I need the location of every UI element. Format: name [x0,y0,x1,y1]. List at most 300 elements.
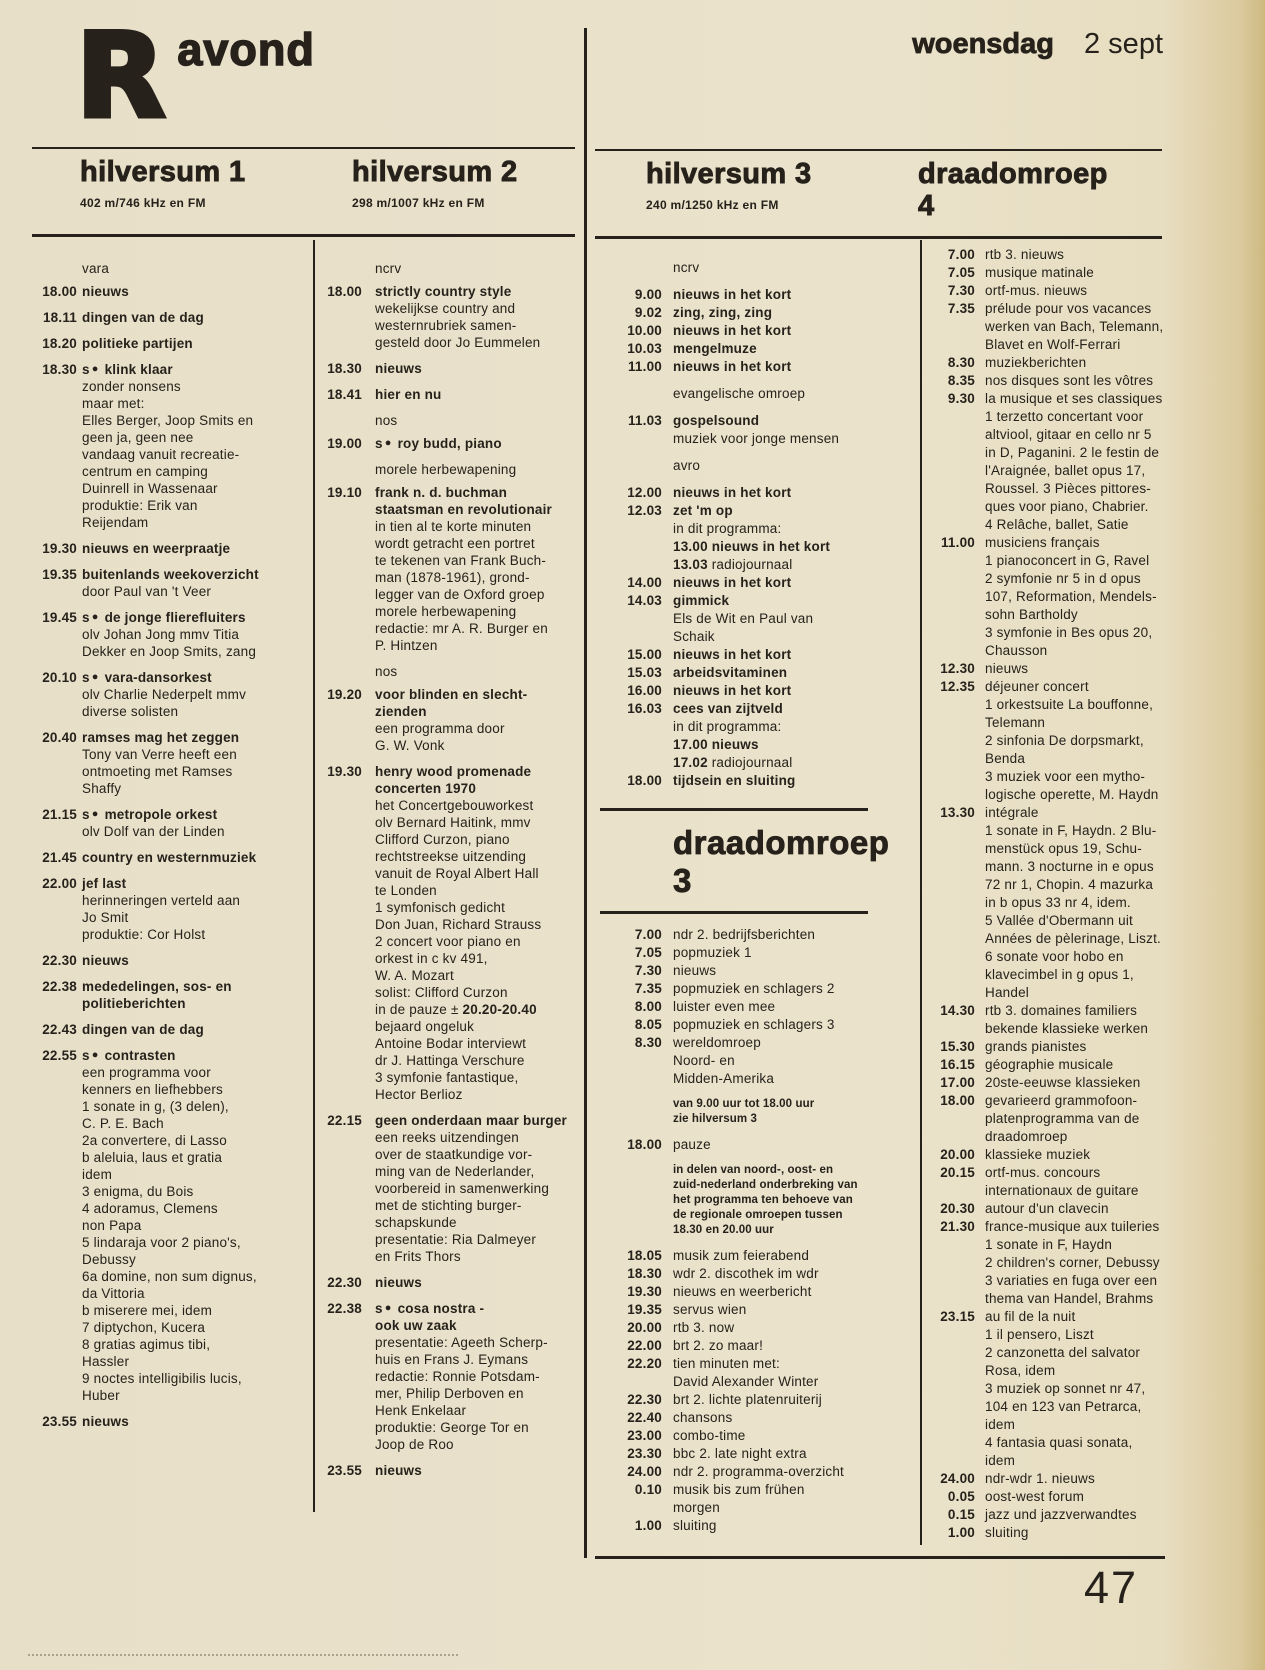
program-time: 20.15 [940,1165,975,1180]
program-body [673,700,868,772]
program-body [673,1427,868,1445]
program-title-line: nieuws in het kort [673,323,792,338]
program-entry [600,1016,868,1034]
program-title-line: rtb 3. domaines familiers [985,1003,1138,1018]
program-title-line: s ● contrasten [82,1048,176,1063]
program-entry [928,1074,1180,1092]
stereo-indicator-icon: s ● [375,1301,392,1316]
program-description-line: 9 noctes intelligibilis lucis, [82,1371,242,1386]
program-description-line: Benda [985,751,1026,766]
program-body [673,998,868,1016]
program-entry [600,304,868,322]
program-time: 9.02 [634,305,662,320]
program-description-line: idem [985,1453,1016,1468]
program-time: 22.38 [327,1301,362,1316]
program-title-line: hier en nu [375,387,442,402]
program-title-line: brt 2. lichte platenruiterij [673,1392,822,1407]
program-description-line: Shaffy [82,781,122,796]
program-title-line: brt 2. zo maar! [673,1338,764,1353]
program-description-line: met de stichting burger- [375,1198,522,1213]
program-body [673,980,868,998]
program-description-line: redactie: Ronnie Potsdam- [375,1369,540,1384]
page-number: 47 [1084,1562,1139,1613]
program-title-line: zing, zing, zing [673,305,773,320]
program-time: 8.30 [634,1035,662,1050]
program-description-line: 2 sinfonia De dorpsmarkt, [985,733,1144,748]
program-description-line: 2 children's corner, Debussy [985,1255,1160,1270]
program-entry [35,875,305,943]
program-body [673,304,868,322]
program-description-line: rechtstreekse uitzending [375,849,527,864]
program-description-line: diverse solisten [82,704,179,719]
program-body [375,1274,578,1291]
program-note [673,1163,868,1238]
program-description-line: ontmoeting met Ramses [82,764,233,779]
program-time: 18.05 [627,1248,662,1263]
network-label: nos [375,664,398,679]
stereo-indicator-icon: s ● [82,362,99,377]
program-description-line: vandaag vanuit recreatie- [82,447,240,462]
program-body [985,354,1180,372]
program-time: 7.35 [947,301,975,316]
program-description-line: en Frits Thors [375,1249,461,1264]
program-description-line: Huber [82,1388,120,1403]
program-description-line: Antoine Bodar interviewt [375,1036,527,1051]
program-entry [35,309,305,326]
section-title: avond [177,24,315,75]
program-body [985,1056,1180,1074]
stereo-indicator-icon: s ● [82,1048,99,1063]
program-entry [928,660,1180,678]
station-frequency: 298 m/1007 kHz en FM [352,196,485,210]
program-description-line: redactie: mr A. R. Burger en [375,621,548,636]
program-time: 18.00 [627,773,662,788]
program-body [673,412,868,448]
program-time: 18.20 [42,336,77,351]
program-time: 18.00 [42,284,77,299]
program-entry [928,390,1180,534]
program-time: 19.30 [327,764,362,779]
program-time: 22.00 [42,876,77,891]
program-title-line: musik zum feierabend [673,1248,810,1263]
program-body [673,1265,868,1283]
program-entry [600,1136,868,1154]
program-time: 19.35 [42,567,77,582]
program-description-line: een reeks uitzendingen [375,1130,520,1145]
program-entry [600,412,868,448]
stereo-dot-icon: ● [91,808,99,820]
program-entry [35,1413,305,1430]
program-description-line: centrum en camping [82,464,208,479]
program-title-line: s ● roy budd, piano [375,436,502,451]
station-header-hilversum-3 [646,158,812,212]
program-time: 15.00 [627,647,662,662]
program-time: 11.00 [940,535,975,550]
program-time: 14.00 [627,575,662,590]
station-title-number: 4 [918,190,935,222]
program-time: 18.00 [627,1137,662,1152]
program-body [673,1016,868,1034]
program-body [673,944,868,962]
program-body [985,534,1180,660]
program-entry [928,354,1180,372]
program-description-line: idem [82,1167,113,1182]
program-description-line: Henk Enkelaar [375,1403,467,1418]
program-description-line: herinneringen verteld aan [82,893,241,908]
program-description-line: over de staatkundige vor- [375,1147,533,1162]
program-description-line: internationaux de guitare [985,1183,1139,1198]
station-title: hilversum 3 [646,158,812,190]
program-entry [318,1462,578,1479]
program-title-line: nieuws in het kort [673,359,792,374]
program-time: 7.30 [947,283,975,298]
program-description-line: altviool, gitaar en cello nr 5 [985,427,1152,442]
program-time: 19.30 [627,1284,662,1299]
program-description-line: menstück opus 19, Schu- [985,841,1142,856]
program-title-line: nieuws in het kort [673,647,792,662]
program-body [673,340,868,358]
program-time: 23.00 [627,1428,662,1443]
program-description-line: Tony van Verre heeft een [82,747,237,762]
weekday-label: woensdag [912,28,1054,60]
program-entry [928,246,1180,264]
program-time: 7.05 [947,265,975,280]
program-entry [600,1409,868,1427]
program-description-line: b miserere mei, idem [82,1303,213,1318]
program-time: 23.30 [627,1446,662,1461]
program-description-line: W. A. Mozart [375,968,454,983]
program-time: 23.55 [327,1463,362,1478]
program-title-line: grands pianistes [985,1039,1087,1054]
program-title-line: pauze [673,1137,711,1152]
program-body [985,678,1180,804]
program-body [985,1092,1180,1146]
program-body [82,1413,305,1430]
program-time: 16.00 [627,683,662,698]
program-entry [600,646,868,664]
program-time: 0.15 [947,1507,975,1522]
program-entry [318,435,578,452]
program-description-line: een programma voor [82,1065,211,1080]
program-description-line: wekelijkse country and [375,301,516,316]
program-entry [600,700,868,772]
program-body [673,1301,868,1319]
program-entry [35,361,305,531]
program-title-line: muziekberichten [985,355,1087,370]
program-body [673,286,868,304]
program-entry [928,1524,1180,1542]
program-description-line: in dit programma: [673,521,782,536]
program-title-line: buitenlands weekoverzicht [82,567,259,582]
program-description-line: produktie: George Tor en [375,1420,529,1435]
program-time: 8.00 [634,999,662,1014]
program-description-line: westernrubriek samen- [375,318,517,333]
station-header-hilversum-2 [352,156,518,210]
program-note-line: in delen van noord-, oost- en [673,1164,834,1176]
program-entry [600,664,868,682]
program-body [82,1021,305,1038]
program-description-line: 1 pianoconcert in G, Ravel [985,553,1150,568]
program-description-line: 107, Reformation, Mendels- [985,589,1157,604]
program-entry [35,1021,305,1038]
program-description-line: 72 nr 1, Chopin. 4 mazurka [985,877,1154,892]
program-body [375,763,578,1103]
program-entry [35,849,305,866]
program-description-line: 1 symfonisch gedicht [375,900,506,915]
program-description-line: Années de pèlerinage, Liszt. [985,931,1161,946]
program-body [82,309,305,326]
program-description-line: dr J. Hattinga Verschure [375,1053,525,1068]
program-entry [35,609,305,660]
program-description-line: een programma door [375,721,505,736]
program-time: 19.00 [327,436,362,451]
program-title-line: ndr 2. programma-overzicht [673,1464,845,1479]
program-description-line: huis en Frans J. Eymans [375,1352,529,1367]
program-description-line: 5 lindaraja voor 2 piano's, [82,1235,241,1250]
program-entry [35,952,305,969]
program-time: 22.40 [627,1410,662,1425]
program-description-line: 5 Vallée d'Obermann uit [985,913,1134,928]
program-description-line: l'Araignée, ballet opus 17, [985,463,1146,478]
program-time: 21.30 [940,1219,975,1234]
program-body [673,962,868,980]
program-title-line: autour d'un clavecin [985,1201,1109,1216]
program-body [985,300,1180,354]
program-body [82,849,305,866]
program-body [673,358,868,376]
stereo-indicator-icon: s ● [82,670,99,685]
program-entry [600,682,868,700]
program-body [82,361,305,531]
program-description-line: Midden-Amerika [673,1071,775,1086]
program-time: 12.35 [940,679,975,694]
program-note-line: van 9.00 uur tot 18.00 uur [673,1098,815,1110]
program-description-line: 3 symfonie fantastique, [375,1070,519,1085]
program-description-line: b aleluia, laus et gratia [82,1150,223,1165]
stereo-dot-icon: ● [91,671,99,683]
program-description-line: olv Bernard Haitink, mmv [375,815,531,830]
program-time: 20.10 [42,670,77,685]
program-entry [318,283,578,351]
program-note-line: zuid-nederland onderbreking van [673,1179,858,1191]
program-description-line: legger van de Oxford groep [375,587,545,602]
program-entry [928,1308,1180,1470]
program-title-line: dingen van de dag [82,310,204,325]
program-description-line: in dit programma: [673,719,782,734]
program-description-line: draadomroep [985,1129,1068,1144]
program-description-line: 2 concert voor piano en [375,934,521,949]
network-label: ncrv [375,261,402,276]
program-entry [600,574,868,592]
program-note-line: 18.30 en 20.00 uur [673,1224,774,1236]
program-time: 11.03 [627,413,662,428]
program-description-line: Elles Berger, Joop Smits en [82,413,254,428]
program-entry [600,1034,868,1088]
program-entry [318,360,578,377]
program-note-line: het programma ten behoeve van [673,1194,853,1206]
program-entry [928,372,1180,390]
program-time: 22.38 [42,979,77,994]
program-description-line: olv Johan Jong mmv Titia [82,627,240,642]
program-description-line: in b opus 33 nr 4, idem. [985,895,1131,910]
program-time: 18.00 [327,284,362,299]
program-description-line: Joop de Roo [375,1437,454,1452]
station-frequency: 402 m/746 kHz en FM [80,196,206,210]
program-entry [928,1002,1180,1038]
program-body [673,1445,868,1463]
program-title-line: nieuws [82,953,129,968]
program-time: 22.00 [627,1338,662,1353]
program-body [82,952,305,969]
program-description-line: Hector Berlioz [375,1087,463,1102]
program-entry [318,763,578,1103]
program-entry [928,300,1180,354]
stereo-dot-icon: ● [91,611,99,623]
program-description-line: 1 sonate in F, Haydn [985,1237,1113,1252]
program-title-line: luister even mee [673,999,776,1014]
program-title-line: s ● vara-dansorkest [82,670,212,685]
program-body [82,283,305,300]
program-description-line: produktie: Cor Holst [82,927,206,942]
program-body [985,372,1180,390]
program-time: 20.30 [940,1201,975,1216]
program-entry [318,1274,578,1291]
program-body [673,1481,868,1517]
program-description-line: schapskunde [375,1215,457,1230]
program-entry [35,669,305,720]
program-description-line: mer, Philip Derboven en [375,1386,524,1401]
program-time: 1.00 [634,1518,662,1533]
program-entry [600,1355,868,1391]
stereo-indicator-icon: s ● [82,610,99,625]
program-title-line: nieuws [375,1463,422,1478]
program-entry [928,1506,1180,1524]
program-title-line: nieuws [673,963,717,978]
program-title-line: ortf-mus. concours [985,1165,1101,1180]
program-description-line: werken van Bach, Telemann, [985,319,1164,334]
program-body [82,978,305,1012]
program-description-line: Dekker en Joop Smits, zang [82,644,257,659]
program-description-line: Roussel. 3 Pièces pittores- [985,481,1151,496]
program-description-line: sohn Bartholdy [985,607,1078,622]
program-description-line: G. W. Vonk [375,738,445,753]
program-entry [928,1056,1180,1074]
program-title-line: servus wien [673,1302,747,1317]
program-body [375,360,578,377]
program-description-line: gesteld door Jo Eummelen [375,335,541,350]
program-title-line: dingen van de dag [82,1022,204,1037]
program-description-line: 3 enigma, du Bois [82,1184,194,1199]
program-body [82,566,305,600]
section-logo [76,9,315,144]
program-entry [928,264,1180,282]
program-time: 12.03 [627,503,662,518]
program-body [82,875,305,943]
program-entry [600,286,868,304]
program-entry [600,1301,868,1319]
program-description-line: mann. 3 nocturne in e opus [985,859,1154,874]
program-description-line: vanuit de Royal Albert Hall [375,866,539,881]
program-body [673,1319,868,1337]
station-title: hilversum 2 [352,156,518,188]
program-title-line: wereldomroep [673,1035,761,1050]
program-description-line: Don Juan, Richard Strauss [375,917,542,932]
program-description-line: solist: Clifford Curzon [375,985,508,1000]
station-title: hilversum 1 [80,156,246,188]
program-description-line: presentatie: Ria Dalmeyer [375,1232,537,1247]
program-description-line: 17.02 radiojournaal [673,755,793,770]
program-title-line: s ● klink klaar [82,362,173,377]
subsection-rule-bottom [600,911,868,914]
program-title-line: frank n. d. buchman [375,485,508,500]
program-description-line: 3 symfonie in Bes opus 20, [985,625,1153,640]
program-description-line: C. P. E. Bach [82,1116,164,1131]
program-title-line: s ● cosa nostra - [375,1301,485,1316]
subsection-header [600,808,890,914]
program-entry [928,1488,1180,1506]
program-description-line: muziek voor jonge mensen [673,431,840,446]
program-body [82,609,305,660]
program-title-line: musik bis zum frühen [673,1482,805,1497]
program-time: 22.30 [627,1392,662,1407]
program-title-line: prélude pour vos vacances [985,301,1152,316]
program-description-line: platenprogramma van de [985,1111,1140,1126]
program-title-line: wdr 2. discothek im wdr [673,1266,819,1281]
date-label: 2 sept [1084,28,1163,60]
program-body [673,592,868,646]
program-time: 22.30 [42,953,77,968]
program-body [985,1146,1180,1164]
program-body [673,646,868,664]
program-description-line: 1 orkestsuite La bouffonne, [985,697,1154,712]
program-time: 9.00 [634,287,662,302]
program-description-line: wordt getracht een portret [375,536,535,551]
program-description-line: 6 sonate voor hobo en [985,949,1124,964]
program-description-line: 1 il pensero, Liszt [985,1327,1094,1342]
program-entry [318,484,578,654]
rule-right-top [595,149,1162,151]
program-description-line: te Londen [375,883,437,898]
program-title-line: nieuws [375,1275,422,1290]
program-title-line: déjeuner concert [985,679,1089,694]
program-title-line: ortf-mus. nieuws [985,283,1088,298]
program-title-line: chansons [673,1410,733,1425]
program-note [673,1097,868,1127]
program-title-line: musiciens français [985,535,1100,550]
program-time: 11.00 [627,359,662,374]
program-entry [600,358,868,376]
program-time: 21.15 [42,807,77,822]
program-entry [928,534,1180,660]
program-entry [600,1427,868,1445]
program-description-line: in tien al te korte minuten [375,519,532,534]
program-entry [928,804,1180,1002]
program-time: 12.00 [627,485,662,500]
program-entry [600,502,868,574]
program-entry [928,1146,1180,1164]
program-entry [928,1038,1180,1056]
program-description-line: David Alexander Winter [673,1374,819,1389]
program-body [985,390,1180,534]
program-body [82,1047,305,1404]
program-description-line: 3 muziek op sonnet nr 47, [985,1381,1146,1396]
program-time: 9.30 [947,391,975,406]
program-time: 18.30 [42,362,77,377]
program-description-line: 6a domine, non sum dignus, [82,1269,257,1284]
program-time: 15.30 [940,1039,975,1054]
program-body [985,1506,1180,1524]
program-entry [600,944,868,962]
